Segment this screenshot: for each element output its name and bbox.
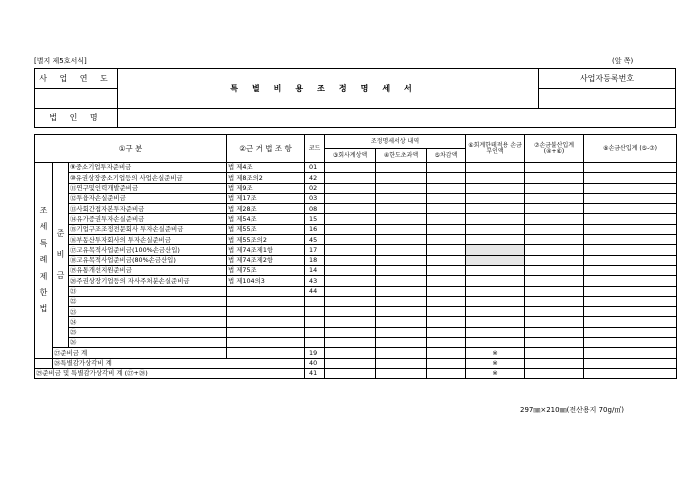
row-law: 법 제104의3 — [227, 276, 305, 286]
row-code — [305, 317, 325, 327]
row-item: ㉓ — [69, 307, 227, 317]
row-code — [305, 296, 325, 306]
adjustment-table — [34, 134, 677, 379]
row-code: 15 — [305, 214, 325, 224]
group-label: 조 세 특 례 제 한 법 — [35, 163, 53, 359]
row-code: 02 — [305, 183, 325, 193]
row-law: 법 제17조 — [227, 193, 305, 203]
reserve-total-label: ㉗준비금 계 — [53, 348, 227, 358]
business-year-label: 사 업 연 도 — [35, 69, 118, 89]
row-code: 41 — [305, 368, 325, 378]
col-code: 코드 — [305, 135, 325, 163]
form-title: 특별비용조정명세서 — [118, 69, 539, 109]
col-legal-basis: ②근 거 법 조 항 — [227, 135, 305, 163]
row-law: 법 제55조 — [227, 224, 305, 234]
special-depreciation-total-label: ㉘특별감가상각비 계 — [53, 358, 305, 368]
not-applicable-mark: ※ — [466, 348, 525, 358]
form-number: [별지 제5호서식] — [34, 57, 87, 65]
row-law: 법 제55조의2 — [227, 235, 305, 245]
row-item: ㉔ — [69, 317, 227, 327]
row-code: 44 — [305, 286, 325, 296]
row-law: 법 제75조 — [227, 265, 305, 275]
row-code: 43 — [305, 276, 325, 286]
shaded-cell — [466, 245, 525, 255]
row-law — [227, 296, 305, 306]
row-law — [227, 327, 305, 337]
col-company-amount: ③회사계상액 — [325, 149, 376, 163]
row-item: ⑱고유목적사업준비금(80%손금산입) — [69, 255, 227, 265]
row-code: 45 — [305, 235, 325, 245]
row-law: 법 제4조 — [227, 163, 305, 173]
header-table — [34, 68, 676, 128]
row-code: 42 — [305, 173, 325, 183]
registration-number-value[interactable] — [539, 89, 676, 109]
col-nondeductible-total: ⑦손금불산입계 (④+⑥) — [525, 135, 584, 163]
row-law: 법 제8조의2 — [227, 173, 305, 183]
row-law: 법 제74조제2항 — [227, 255, 305, 265]
row-item: ⑫투융자손실준비금 — [69, 193, 227, 203]
row-law — [227, 338, 305, 348]
page-side-label: (앞 쪽) — [612, 57, 634, 65]
reserve-label: 준 비 금 — [53, 163, 69, 348]
row-item: ⑭유가증권투자손실준비금 — [69, 214, 227, 224]
row-code: 18 — [305, 255, 325, 265]
business-year-value[interactable] — [35, 89, 118, 109]
col-limit-excess: ④한도초과액 — [376, 149, 427, 163]
row-law: 법 제54조 — [227, 214, 305, 224]
row-item: ⑲유통개선지원준비금 — [69, 265, 227, 275]
row-code — [305, 307, 325, 317]
paper-spec: 297㎜×210㎜(전산용지 70g/㎡) — [520, 406, 625, 414]
row-item: ⑩유권상장중소기업등의 사업손실준비금 — [69, 173, 227, 183]
shaded-cell — [466, 255, 525, 265]
row-item: ㉕ — [69, 327, 227, 337]
col-category: ①구 분 — [35, 135, 227, 163]
row-item: ㉖ — [69, 338, 227, 348]
row-item: ⑬사회간접자본투자준비금 — [69, 204, 227, 214]
col-nonallowed: ⑥회계한테적용 손금부인액 — [466, 135, 525, 163]
corporation-name-label: 법 인 명 — [35, 109, 118, 128]
row-law — [227, 307, 305, 317]
corporation-name-value[interactable] — [118, 109, 676, 128]
row-code: 08 — [305, 204, 325, 214]
row-item: ⑨중소기업투자준비금 — [69, 163, 227, 173]
row-item: ㉑ — [69, 286, 227, 296]
row-code — [305, 327, 325, 337]
row-law: 법 제28조 — [227, 204, 305, 214]
row-code: 40 — [305, 358, 325, 368]
row-law: 법 제74조제1항 — [227, 245, 305, 255]
row-code: 14 — [305, 265, 325, 275]
not-applicable-mark: ※ — [466, 368, 525, 378]
row-item: ⑪연구및인력개발준비금 — [69, 183, 227, 193]
registration-number-label: 사업자등록번호 — [539, 69, 676, 89]
row-law — [227, 317, 305, 327]
row-code: 16 — [305, 224, 325, 234]
not-applicable-mark: ※ — [466, 358, 525, 368]
row-code: 19 — [305, 348, 325, 358]
row-code — [305, 338, 325, 348]
row-law: 법 제9조 — [227, 183, 305, 193]
row-code: 01 — [305, 163, 325, 173]
grand-total-label: ㉙준비금 및 특별감가상각비 계 (㉗+㉘) — [35, 368, 305, 378]
col-group-details: 조정명세서상 내역 — [325, 135, 466, 149]
row-item: ⑮기업구조조정전문회사 투자손실준비금 — [69, 224, 227, 234]
row-code: 17 — [305, 245, 325, 255]
col-deductible-total: ⑧손금산입계 (⑤-⑦) — [584, 135, 677, 163]
col-deduction: ⑤차감액 — [427, 149, 466, 163]
row-item: ⑳주권상장기업등의 자사주처분손실준비금 — [69, 276, 227, 286]
row-item: ㉒ — [69, 296, 227, 306]
row-item: ⑰고유목적사업준비금(100%손금산입) — [69, 245, 227, 255]
row-law — [227, 286, 305, 296]
row-code: 03 — [305, 193, 325, 203]
row-item: ⑯부동산투자회사의 투자손실준비금 — [69, 235, 227, 245]
